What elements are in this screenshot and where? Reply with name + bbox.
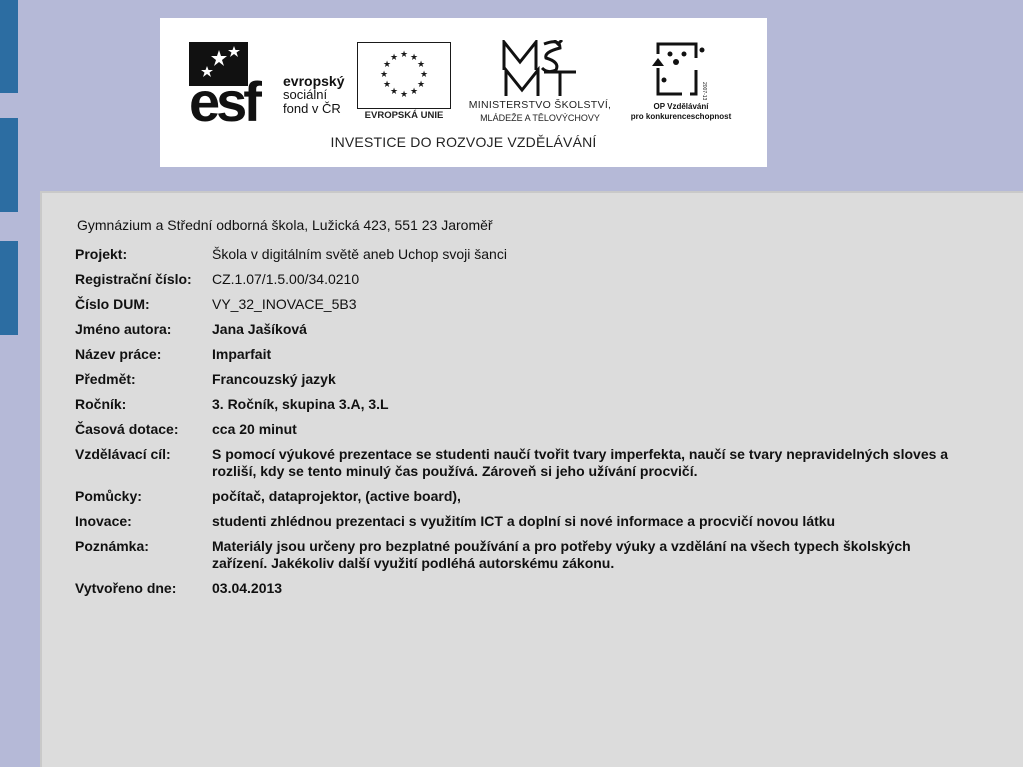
metadata-value: Francouzský jazyk (212, 371, 336, 387)
content-panel (40, 191, 1023, 767)
metadata-value: S pomocí výukové prezentace se studenti naučí tvořit tvary imperfekta, naučí se tvary nepravidelných sloves a rozliší, kdy se tento minulý čas používá. Zároveň si jeho užívání procvičí. (212, 446, 949, 479)
op-line-2: pro konkurenceschopnost (630, 112, 732, 121)
metadata-label: Časová dotace: (75, 421, 179, 437)
metadata-label: Název práce: (75, 346, 162, 362)
msmt-line-1: MINISTERSTVO ŠKOLSTVÍ, (468, 99, 612, 111)
metadata-value: Materiály jsou určeny pro bezplatné používání a pro potřeby výuky a vzdělání na všech typech školských zařízení. Jakékoliv další využití podléhá autorskému zákonu. (212, 538, 911, 571)
metadata-label: Registrační číslo: (75, 271, 192, 287)
metadata-row (75, 505, 952, 530)
metadata-value: CZ.1.07/1.5.00/34.0210 (212, 271, 360, 287)
side-tab-3 (0, 241, 18, 335)
svg-text:★: ★ (409, 87, 419, 97)
svg-text:★: ★ (409, 53, 419, 63)
metadata-label: Ročník: (75, 396, 127, 412)
metadata-row (75, 388, 952, 413)
metadata-value: 03.04.2013 (212, 580, 283, 596)
metadata-row (75, 438, 952, 480)
esf-logo-icon (189, 42, 276, 122)
svg-text:esf: esf (189, 70, 258, 122)
svg-text:★: ★ (389, 87, 399, 97)
metadata-value: 3. Ročník, skupina 3.A, 3.L (212, 396, 389, 412)
metadata-label: Předmět: (75, 371, 136, 387)
svg-text:★: ★ (399, 90, 409, 100)
esf-logo-text (283, 74, 344, 116)
metadata-value: cca 20 minut (212, 421, 297, 437)
svg-text:★: ★ (389, 53, 399, 63)
msmt-line-2: MLÁDEŽE A TĚLOVÝCHOVY (480, 113, 600, 123)
msmt-monogram-icon (500, 40, 580, 98)
metadata-value: Imparfait (212, 346, 272, 362)
metadata-row (75, 530, 952, 572)
document-metadata-table (75, 238, 952, 597)
svg-text:★: ★ (416, 80, 426, 90)
side-tab-2 (0, 118, 18, 212)
svg-text:★: ★ (382, 80, 392, 90)
metadata-value: počítač, dataprojektor, (active board), (212, 488, 461, 504)
svg-text:★: ★ (382, 60, 392, 70)
side-tab-1 (0, 0, 18, 93)
esf-line-3: fond v ČR (283, 101, 341, 116)
esf-line-1: evropský (283, 73, 345, 89)
esf-logo (189, 42, 349, 122)
op-vzdelavani-icon (650, 40, 710, 100)
eu-label: EVROPSKÁ UNIE (364, 110, 444, 121)
logo-banner (160, 18, 767, 167)
metadata-label: Pomůcky: (75, 488, 142, 504)
metadata-row (75, 363, 952, 388)
metadata-row (75, 572, 952, 597)
esf-line-2: sociální (283, 87, 328, 102)
svg-text:★: ★ (399, 50, 409, 60)
metadata-value: studenti zhlédnou prezentaci s využitím ICT a doplní si nové informace a procvičí novou látku (212, 513, 836, 529)
metadata-row (75, 338, 952, 363)
metadata-row (75, 238, 952, 263)
metadata-value: Jana Jašíková (212, 321, 307, 337)
metadata-row (75, 413, 952, 438)
metadata-label: Inovace: (75, 513, 132, 529)
metadata-value: Škola v digitálním světě aneb Uchop svoji šanci (212, 246, 507, 262)
eu-stars-icon (357, 42, 451, 109)
op-logo (626, 40, 736, 132)
svg-text:★: ★ (419, 70, 429, 80)
metadata-label: Vytvořeno dne: (75, 580, 177, 596)
metadata-label: Jméno autora: (75, 321, 172, 337)
metadata-row (75, 480, 952, 505)
svg-text:2007-13: 2007-13 (701, 82, 707, 100)
metadata-row (75, 288, 952, 313)
svg-text:★: ★ (379, 70, 389, 80)
msmt-logo (458, 40, 622, 130)
banner-tagline: INVESTICE DO ROZVOJE VZDĚLÁVÁNÍ (330, 134, 597, 150)
metadata-label: Číslo DUM: (75, 296, 150, 312)
eu-logo (357, 42, 451, 124)
metadata-label: Vzdělávací cíl: (75, 446, 171, 462)
metadata-row (75, 313, 952, 338)
metadata-label: Poznámka: (75, 538, 149, 554)
op-line-1: OP Vzdělávání (653, 102, 709, 111)
metadata-value: VY_32_INOVACE_5B3 (212, 296, 357, 312)
school-address: Gymnázium a Střední odborná škola, Lužická 423, 551 23 Jaroměř (77, 217, 493, 233)
metadata-label: Projekt: (75, 246, 128, 262)
svg-text:★: ★ (416, 60, 426, 70)
metadata-row (75, 263, 952, 288)
